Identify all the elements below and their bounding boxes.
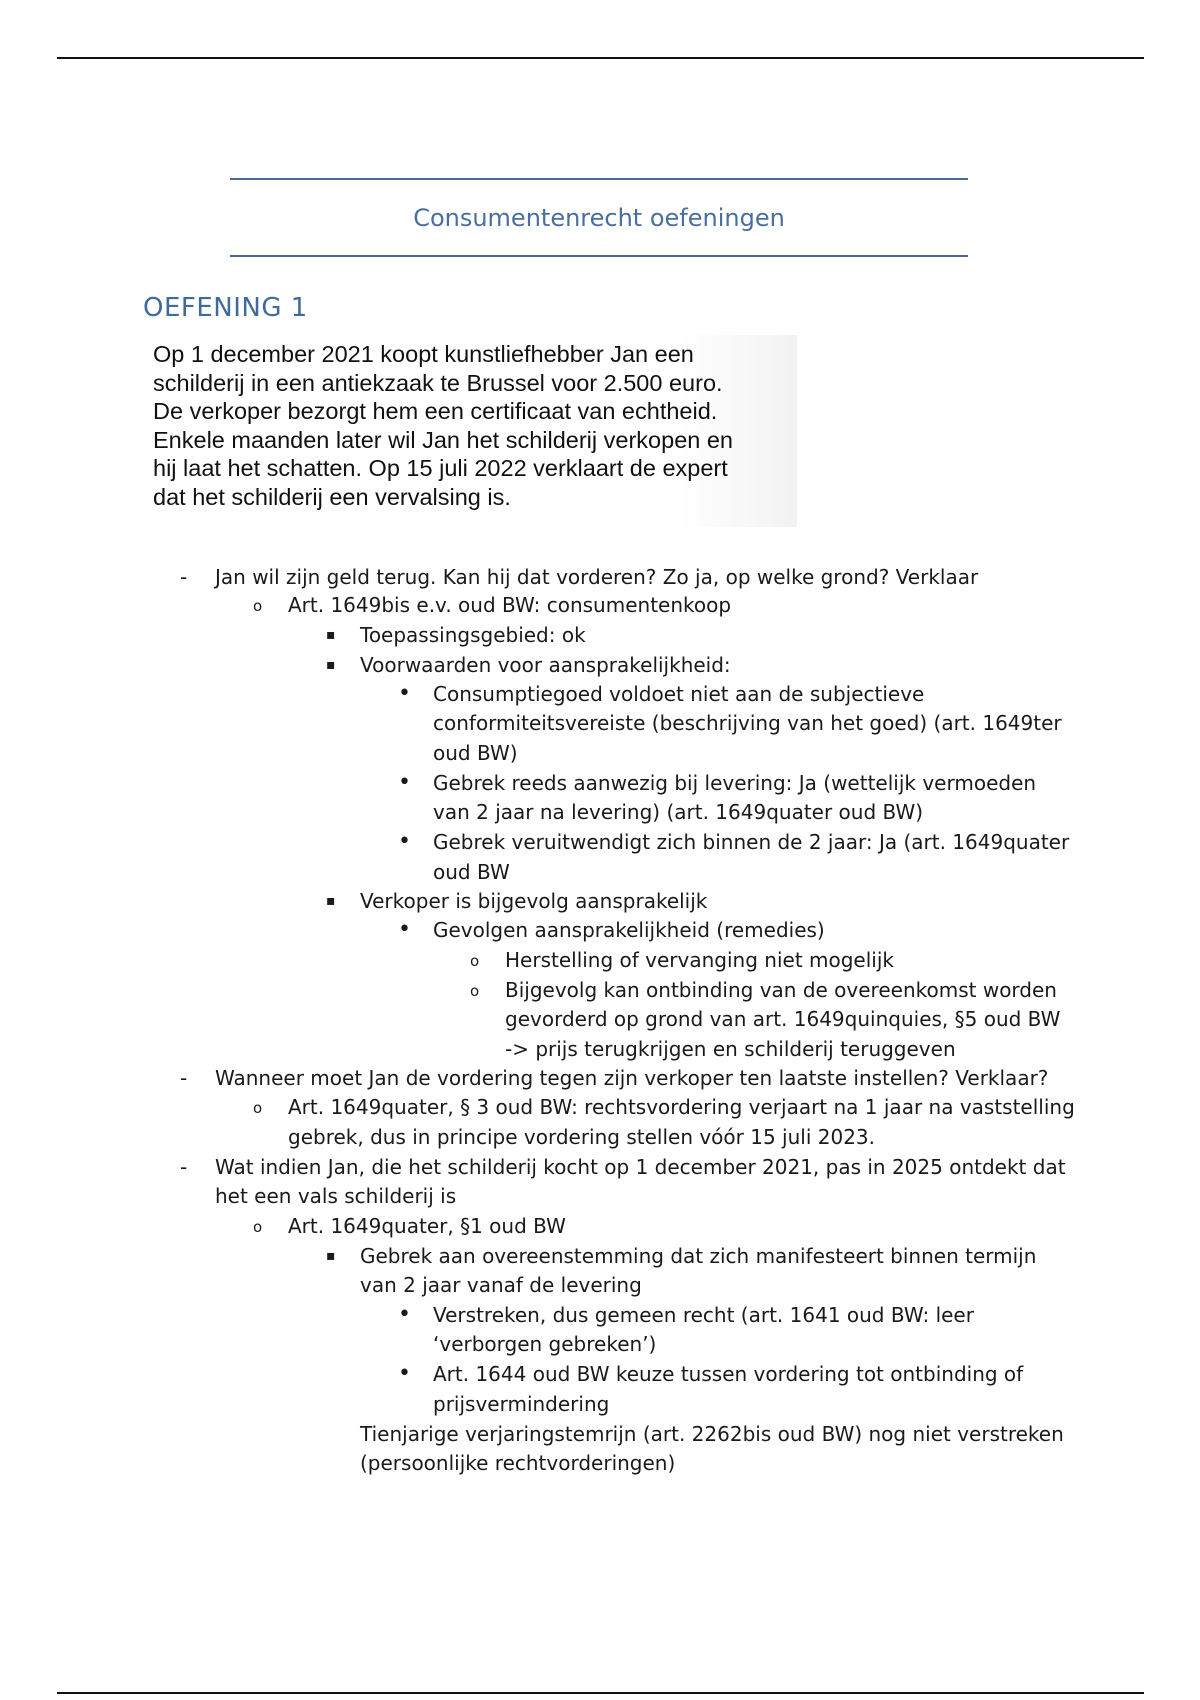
list-item: Verkoper is bijgevolg aansprakelijk (360, 889, 708, 913)
question-3: Wat indien Jan, die het schilderij kocht op 1 december 2021, pas in 2025 ontdekt dat (215, 1155, 1066, 1179)
list-item: Consumptiegoed voldoet niet aan de subjectieve (433, 682, 925, 706)
title-rule-bottom (230, 255, 968, 257)
list-item-continuation: ‘verborgen gebreken’) (433, 1332, 657, 1356)
list-item: Herstelling of vervanging niet mogelijk (505, 948, 894, 972)
square-marker: ▪ (326, 893, 336, 909)
list-item: Verstreken, dus gemeen recht (art. 1641 oud BW: leer (433, 1303, 974, 1327)
bullet-marker: • (398, 917, 411, 942)
page-bottom-rule (57, 1692, 1144, 1694)
bullet-marker: • (398, 829, 411, 854)
exercise-heading: OEFENING 1 (143, 293, 308, 323)
circle-marker: o (253, 597, 263, 615)
list-item: Gebrek aan overeenstemming dat zich manifesteert binnen termijn (360, 1244, 1037, 1268)
question-1: Jan wil zijn geld terug. Kan hij dat vorderen? Zo ja, op welke grond? Verklaar (215, 565, 979, 589)
circle-marker: o (253, 1218, 263, 1236)
list-item: Gevolgen aansprakelijkheid (remedies) (433, 918, 825, 942)
list-item-continuation: oud BW) (433, 741, 518, 765)
list-item-continuation: -> prijs terugkrijgen en schilderij teruggeven (505, 1037, 956, 1061)
list-item: Bijgevolg kan ontbinding van de overeenkomst worden (505, 978, 1057, 1002)
list-item: Gebrek reeds aanwezig bij levering: Ja (wettelijk vermoeden (433, 771, 1037, 795)
list-item: Toepassingsgebied: ok (360, 623, 586, 647)
circle-marker: o (470, 982, 480, 1000)
bullet-marker: • (398, 1361, 411, 1386)
list-item-continuation: oud BW (433, 860, 510, 884)
bullet-marker: • (398, 1302, 411, 1327)
list-item-continuation: conformiteitsvereiste (beschrijving van het goed) (art. 1649ter (433, 711, 1062, 735)
dash-marker: - (180, 1066, 188, 1090)
list-item: Art. 1649bis e.v. oud BW: consumentenkoop (288, 593, 732, 617)
list-item: Art. 1649quater, §1 oud BW (288, 1214, 566, 1238)
circle-marker: o (253, 1099, 263, 1117)
document-title: Consumentenrecht oefeningen (413, 204, 785, 232)
dash-marker: - (180, 1155, 188, 1179)
question-3-continuation: het een vals schilderij is (215, 1184, 457, 1208)
title-rule-top (230, 178, 968, 180)
paragraph-line: Tienjarige verjaringstemrijn (art. 2262bis oud BW) nog niet verstreken (360, 1422, 1064, 1446)
list-item-continuation: van 2 jaar na levering) (art. 1649quater oud BW) (433, 800, 924, 824)
list-item: Voorwaarden voor aansprakelijkheid: (360, 653, 731, 677)
square-marker: ▪ (326, 657, 336, 673)
bullet-marker: • (398, 681, 411, 706)
list-item-continuation: gevorderd op grond van art. 1649quinquies, §5 oud BW (505, 1007, 1061, 1031)
list-item-continuation: prijsvermindering (433, 1392, 610, 1416)
list-item-continuation: van 2 jaar vanaf de levering (360, 1273, 642, 1297)
square-marker: ▪ (326, 627, 336, 643)
paragraph-line: (persoonlijke rechtvorderingen) (360, 1451, 676, 1475)
list-item: Art. 1644 oud BW keuze tussen vordering tot ontbinding of (433, 1362, 1024, 1386)
square-marker: ▪ (326, 1248, 336, 1264)
dash-marker: - (180, 565, 188, 589)
circle-marker: o (470, 952, 480, 970)
page-top-rule (57, 57, 1144, 59)
list-item: Gebrek veruitwendigt zich binnen de 2 jaar: Ja (art. 1649quater (433, 830, 1070, 854)
bullet-marker: • (398, 770, 411, 795)
list-item-continuation: gebrek, dus in principe vordering stellen vóór 15 juli 2023. (288, 1125, 876, 1149)
question-2: Wanneer moet Jan de vordering tegen zijn verkoper ten laatste instellen? Verklaar? (215, 1066, 1049, 1090)
list-item: Art. 1649quater, § 3 oud BW: rechtsvordering verjaart na 1 jaar na vaststelling (288, 1095, 1075, 1119)
case-text: Op 1 december 2021 koopt kunstliefhebber Jan een schilderij in een antiekzaak te Brussel voor 2.500 euro. De verkoper bezorgt hem een certificaat van echtheid. Enkele maanden later wil Jan het schilderij verkopen en hij laat het schatten. Op 15 juli 2022 verklaart de expert dat het schilderij een vervalsing is. (153, 341, 733, 510)
